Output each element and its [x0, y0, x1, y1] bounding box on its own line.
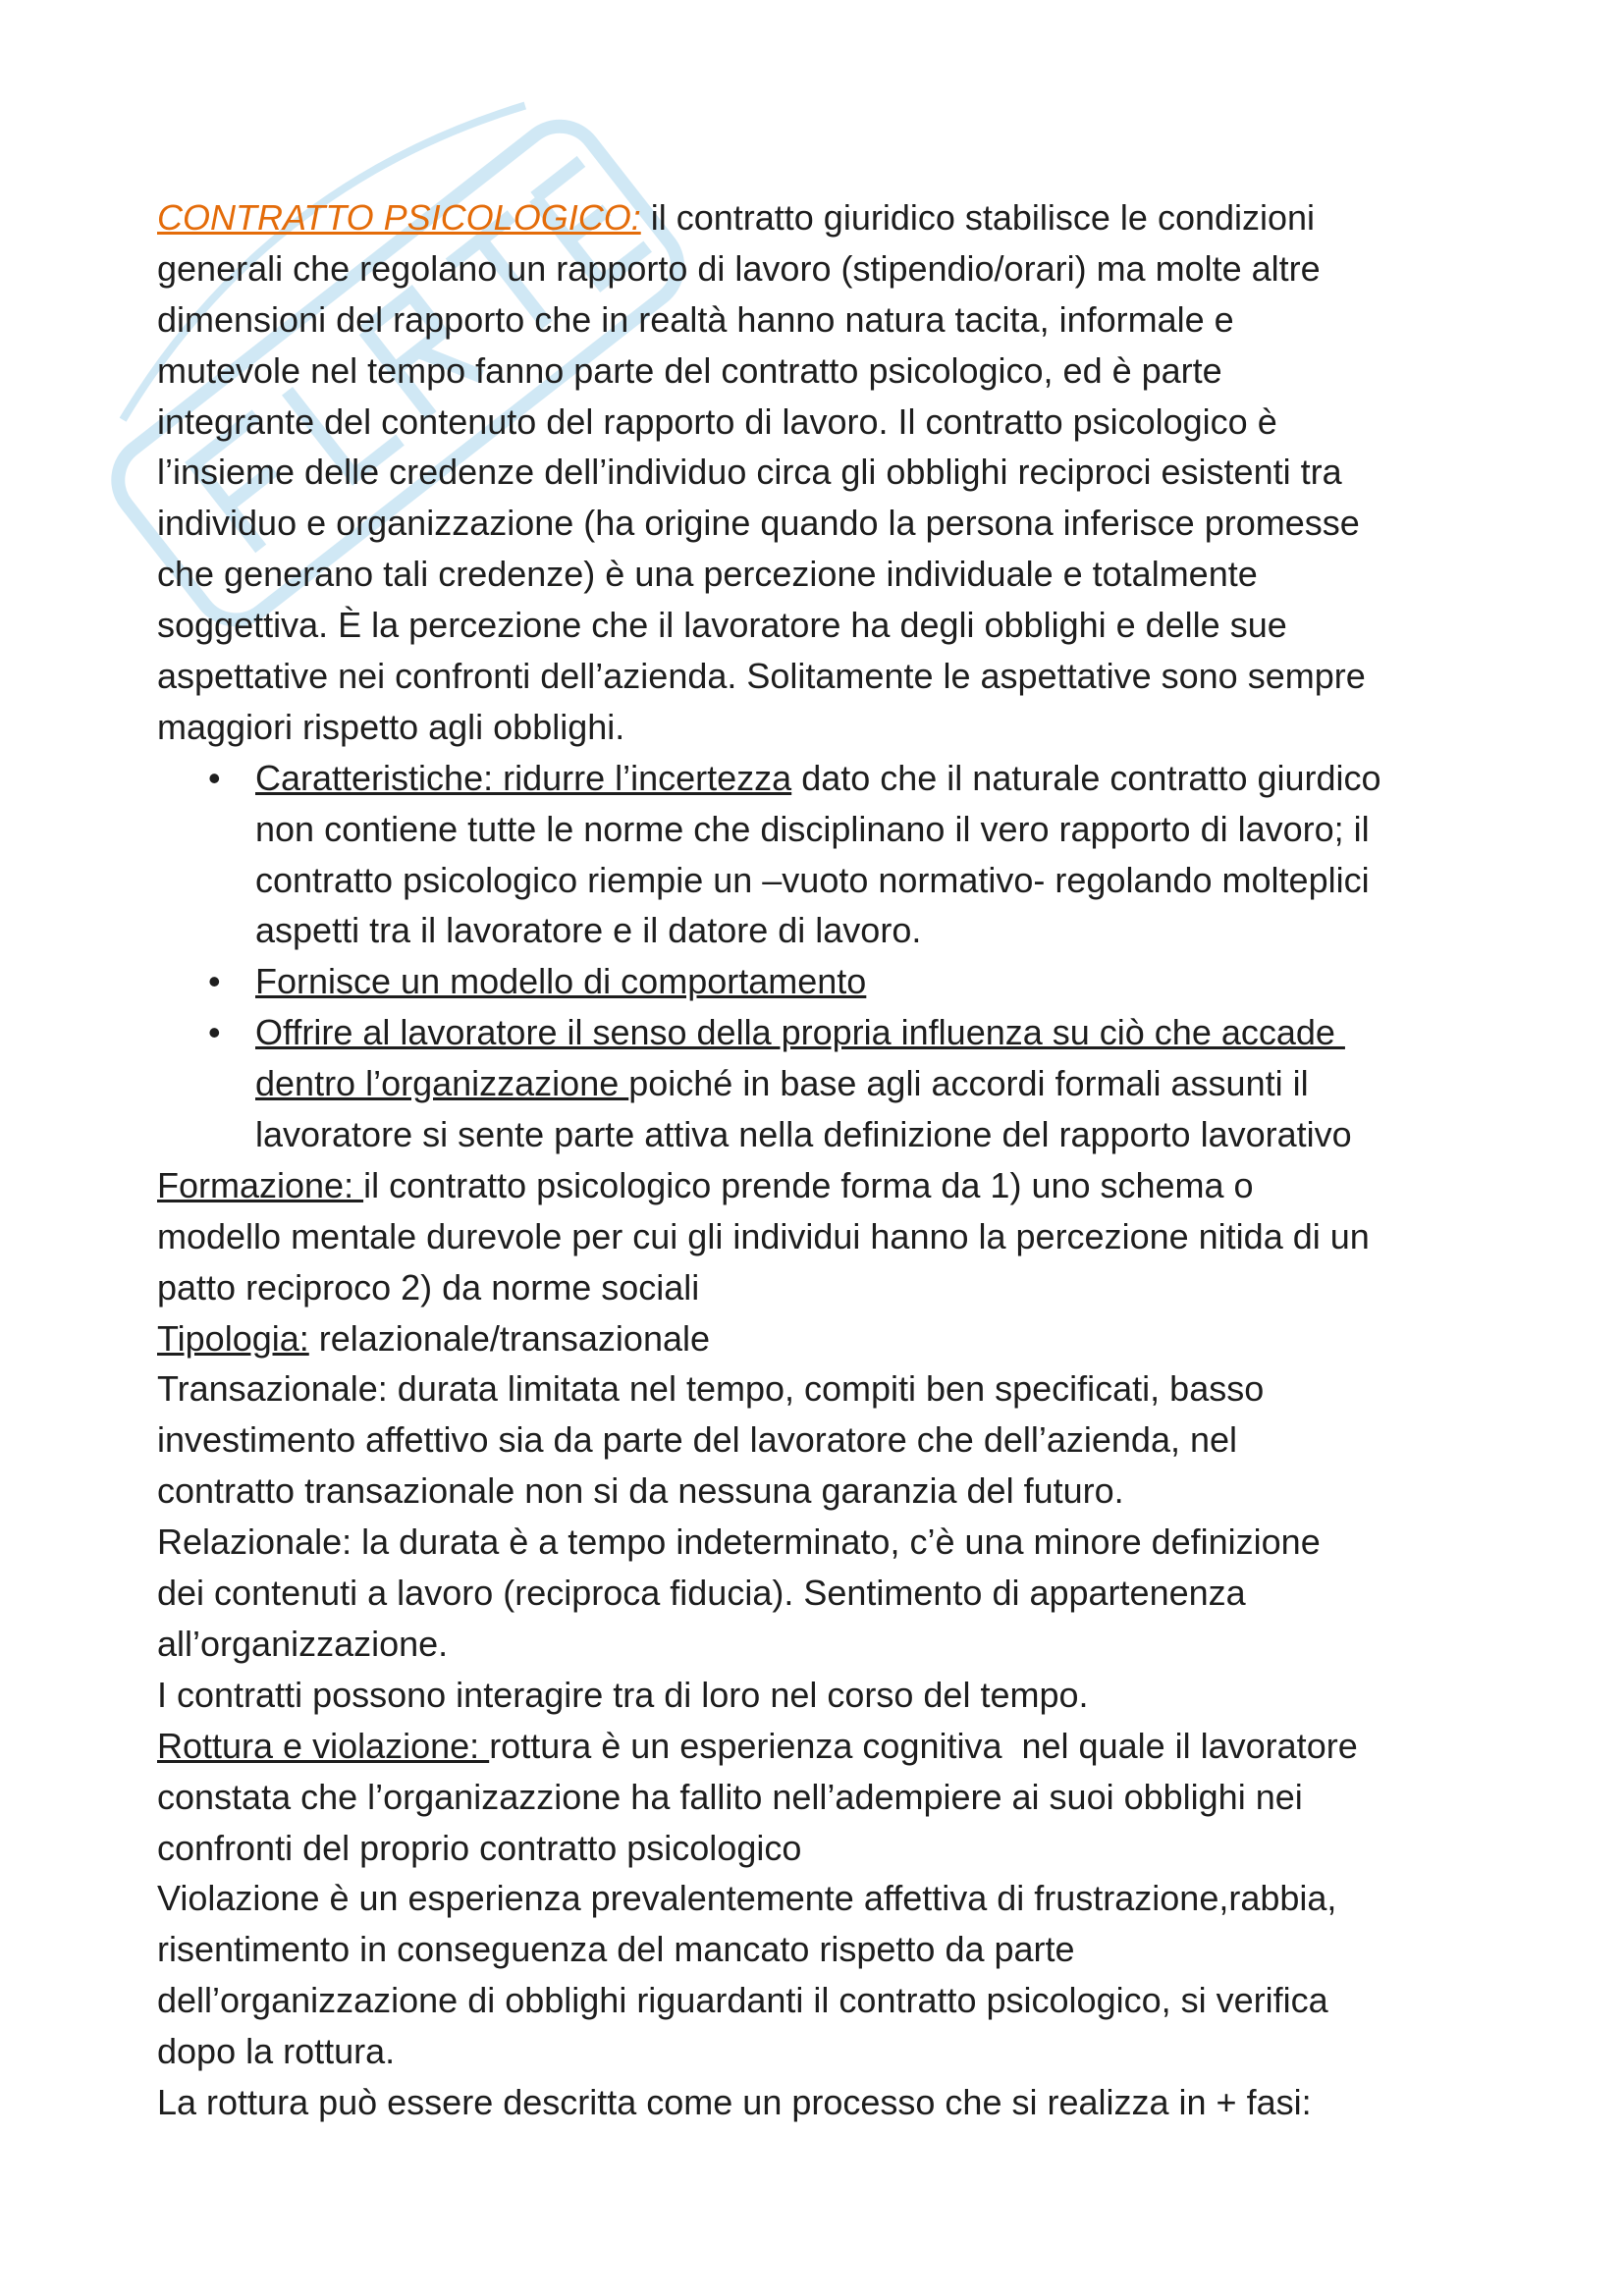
- paragraph-line: integrante del contenuto del rapporto di lavoro. Il contratto psicologico è: [157, 400, 1277, 442]
- paragraph-line: contratto transazionale non si da nessuna garanzia del futuro.: [157, 1470, 1124, 1512]
- paragraph-line: Relazionale: la durata è a tempo indeterminato, c’è una minore definizione: [157, 1522, 1321, 1563]
- text-run: relazionale/transazionale: [308, 1317, 711, 1359]
- paragraph-line: confronti del proprio contratto psicologico: [157, 1827, 802, 1868]
- text-run: poiché in base agli accordi formali assunti il: [628, 1063, 1309, 1104]
- paragraph-line: investimento affettivo sia da parte del lavoratore che dell’azienda, nel: [157, 1419, 1238, 1461]
- paragraph-line: patto reciproco 2) da norme sociali: [157, 1266, 700, 1308]
- paragraph-line: maggiori rispetto agli obblighi.: [157, 706, 625, 747]
- paragraph-line: generali che regolano un rapporto di lavoro (stipendio/orari) ma molte altre: [157, 247, 1321, 289]
- section-title: CONTRATTO PSICOLOGICO:: [157, 197, 641, 238]
- document-body: [157, 192, 1512, 2128]
- paragraph-line: dell’organizzazione di obblighi riguardanti il contratto psicologico, si verifica: [157, 1980, 1328, 2021]
- paragraph-line: [157, 1721, 1512, 1772]
- paragraph-line: mutevole nel tempo fanno parte del contratto psicologico, ed è parte: [157, 349, 1222, 391]
- bullet-icon: •: [208, 757, 221, 798]
- paragraph-line: Transazionale: durata limitata nel tempo, compiti ben specificati, basso: [157, 1368, 1265, 1410]
- paragraph-line: [157, 1313, 1512, 1364]
- bullet-continuation: lavoratore si sente parte attiva nella definizione del rapporto lavorativo: [255, 1114, 1352, 1155]
- bullet-continuation: aspetti tra il lavoratore e il datore di lavoro.: [255, 910, 922, 951]
- paragraph-line: [157, 1160, 1512, 1211]
- bullet-item: [157, 956, 1512, 1007]
- paragraph-line: dopo la rottura.: [157, 2031, 396, 2072]
- paragraph-line: aspettative nei confronti dell’azienda. Solitamente le aspettative sono sempre: [157, 656, 1366, 697]
- bullet-item: [157, 753, 1512, 804]
- paragraph-line: constata che l’organizazzione ha fallito nell’adempiere ai suoi obblighi nei: [157, 1776, 1303, 1817]
- paragraph-line: I contratti possono interagire tra di loro nel corso del tempo.: [157, 1674, 1089, 1715]
- text-run: dato che il naturale contratto giurdico: [791, 757, 1381, 798]
- paragraph-line: dei contenuti a lavoro (reciproca fiducia). Sentimento di appartenenza: [157, 1573, 1246, 1614]
- paragraph-line: individuo e organizzazione (ha origine quando la persona inferisce promesse: [157, 503, 1360, 544]
- text-run: il contratto giuridico stabilisce le condizioni: [640, 197, 1316, 238]
- paragraph-line: all’organizzazione.: [157, 1623, 449, 1664]
- underlined-text: dentro l’organizzazione: [255, 1063, 629, 1104]
- paragraph-line: risentimento in conseguenza del mancato rispetto da parte: [157, 1929, 1075, 1970]
- underlined-text: Fornisce un modello di comportamento: [255, 961, 867, 1002]
- bullet-icon: •: [208, 961, 221, 1002]
- bullet-icon: •: [208, 1012, 221, 1053]
- bullet-continuation: non contiene tutte le norme che disciplinano il vero rapporto di lavoro; il: [255, 808, 1370, 849]
- paragraph-line: [157, 192, 1512, 243]
- section-label: Tipologia:: [157, 1317, 309, 1359]
- text-run: rottura è un esperienza cognitiva nel quale il lavoratore: [489, 1725, 1358, 1766]
- paragraph-line: Violazione è un esperienza prevalentemente affettiva di frustrazione,rabbia,: [157, 1878, 1337, 1919]
- paragraph-line: che generano tali credenze) è una percezione individuale e totalmente: [157, 554, 1258, 595]
- paragraph-line: l’insieme delle credenze dell’individuo circa gli obblighi reciproci esistenti tra: [157, 452, 1342, 493]
- underlined-text: Offrire al lavoratore il senso della propria influenza su ciò che accade: [255, 1012, 1345, 1053]
- text-run: il contratto psicologico prende forma da 1) uno schema o: [363, 1164, 1254, 1205]
- bullet-continuation: [157, 1058, 1512, 1109]
- paragraph-line: dimensioni del rapporto che in realtà hanno natura tacita, informale e: [157, 298, 1234, 340]
- bullet-item: [157, 1007, 1512, 1058]
- paragraph-line: La rottura può essere descritta come un processo che si realizza in + fasi:: [157, 2081, 1312, 2122]
- paragraph-line: modello mentale durevole per cui gli individui hanno la percezione nitida di un: [157, 1215, 1370, 1256]
- paragraph-line: soggettiva. È la percezione che il lavoratore ha degli obblighi e delle sue: [157, 605, 1287, 646]
- section-label: Formazione:: [157, 1164, 364, 1205]
- section-label: Rottura e violazione:: [157, 1725, 490, 1766]
- bullet-continuation: contratto psicologico riempie un –vuoto normativo- regolando molteplici: [255, 859, 1370, 900]
- underlined-text: Caratteristiche: ridurre l’incertezza: [255, 757, 792, 798]
